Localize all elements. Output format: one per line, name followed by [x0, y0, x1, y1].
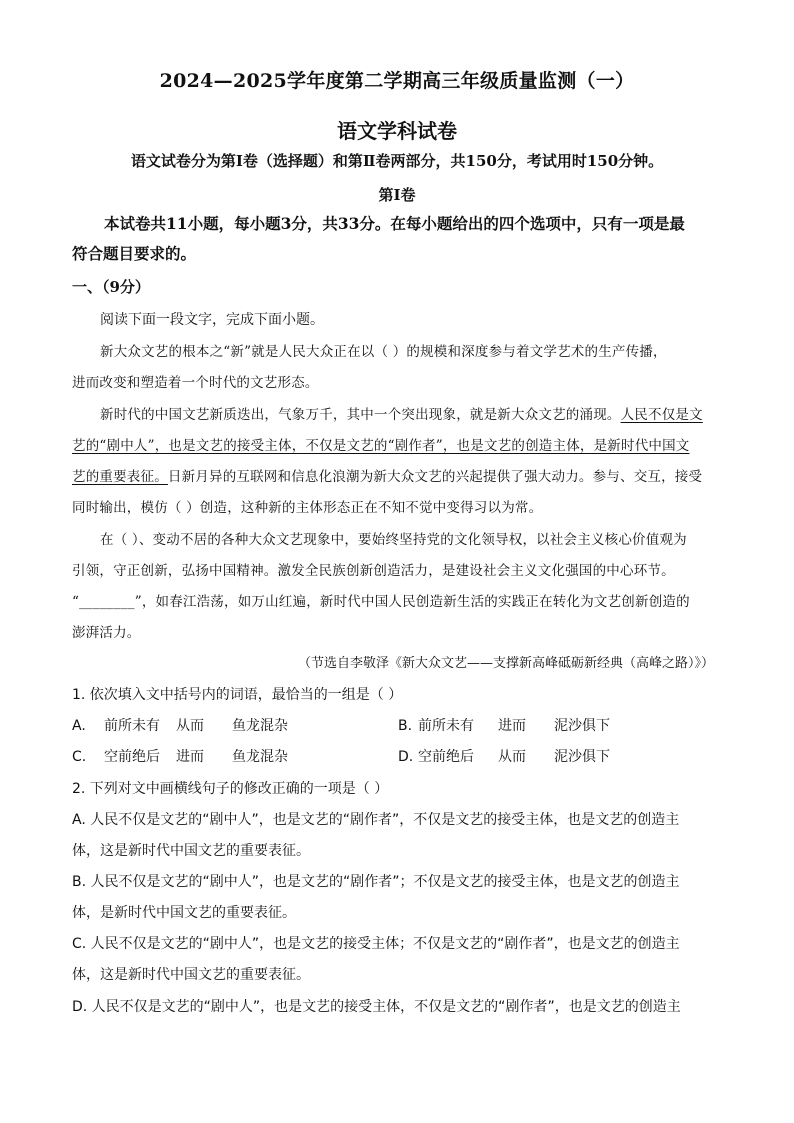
passage-line — [100, 403, 703, 423]
option-word: 从而 — [176, 718, 204, 734]
passage-line: 同时输出，模仿（ ）创造，这种新的主体形态正在不知不觉中变得习以为常。 — [72, 500, 543, 516]
option-word: 空前绝后 — [418, 749, 474, 765]
q1-option-c[interactable] — [72, 746, 288, 766]
option-word: 泥沙俱下 — [554, 718, 610, 734]
option-word: 进而 — [498, 718, 526, 734]
question-1-stem: 1. 依次填入文中括号内的词语，最恰当的一组是（ ） — [72, 687, 403, 703]
underlined-sentence: 艺的“剧中人”，也是文艺的接受主体，不仅是文艺的“剧作者”，也是文艺的创造主体，是新时代中国文 — [72, 438, 690, 454]
option-word: 泥沙俱下 — [554, 749, 610, 765]
option-letter: B. — [398, 718, 413, 734]
q2-option-a-cont: 体，这是新时代中国文艺的重要表征。 — [72, 843, 310, 859]
option-word: 前所未有 — [418, 718, 474, 734]
exam-note: 语文试卷分为第Ⅰ卷（选择题）和第Ⅱ卷两部分，共150分，考试用时150分钟。 — [130, 152, 664, 170]
page-title: 2024—2025学年度第二学期高三年级质量监测（一） — [159, 70, 635, 92]
section-lead: 阅读下面一段文字，完成下面小题。 — [100, 312, 324, 328]
q2-option-d[interactable]: D. 人民不仅是文艺的“剧中人”，也是文艺的接受主体，不仅是文艺的“剧作者”，也是文艺的创造主 — [72, 999, 681, 1015]
instructions-line-2: 符合题目要求的。 — [72, 244, 197, 263]
option-letter: A. — [72, 718, 86, 734]
q1-option-d[interactable] — [398, 746, 610, 766]
section-heading: 一、（9分） — [72, 278, 150, 296]
option-word: 空前绝后 — [104, 749, 160, 765]
option-word: 进而 — [176, 749, 204, 765]
passage-text: ，如春江浩荡，如万山红遍，新时代中国人民创造新生活的实践正在转化为文艺创新创造的 — [141, 594, 690, 610]
underlined-sentence: 人民不仅是文 — [620, 407, 703, 423]
q2-option-c[interactable]: C. 人民不仅是文艺的“剧中人”，也是文艺的接受主体；不仅是文艺的“剧作者”，也是文艺的创造主 — [72, 936, 680, 952]
passage-line: 进而改变和塑造着一个时代的文艺形态。 — [72, 375, 319, 391]
passage-line: 在（ ）、变动不居的各种大众文艺现象中，要始终坚持党的文化领导权，以社会主义核心价值观为 — [100, 532, 687, 548]
volume-heading: 第Ⅰ卷 — [378, 186, 416, 204]
q2-option-b-cont: 体，是新时代中国文艺的重要表征。 — [72, 905, 296, 921]
underlined-sentence: 艺的重要表征。 — [72, 469, 168, 485]
option-word: 前所未有 — [104, 718, 160, 734]
passage-source: （节选自李敬泽《新大众文艺——支撑新高峰砥砺新经典（高峰之路）》） — [297, 656, 714, 671]
q1-option-b[interactable] — [398, 715, 610, 735]
instructions-line-1: 本试卷共11小题，每小题3分，共33分。在每小题给出的四个选项中，只有一项是最 — [104, 214, 685, 233]
page-subtitle: 语文学科试卷 — [337, 119, 457, 143]
option-word: 鱼龙混杂 — [232, 718, 288, 734]
passage-line — [72, 590, 690, 610]
q2-option-b[interactable]: B. 人民不仅是文艺的“剧中人”，也是文艺的“剧作者”；不仅是文艺的接受主体，也是文艺的创造主 — [72, 874, 680, 890]
option-word: 从而 — [498, 749, 526, 765]
quote-blank: “________” — [72, 594, 142, 610]
q1-option-a[interactable] — [72, 715, 288, 735]
option-word: 鱼龙混杂 — [232, 749, 288, 765]
passage-line: 澎湃活力。 — [72, 625, 141, 641]
option-letter: C. — [72, 749, 87, 765]
passage-line — [72, 465, 702, 485]
passage-line: 新大众文艺的根本之“新”就是人民大众正在以（ ）的规模和深度参与着文学艺术的生产传播， — [100, 344, 667, 360]
passage-text: 新时代的中国文艺新质迭出，气象万千，其中一个突出现象，就是新大众文艺的涌现。 — [100, 407, 621, 423]
question-2-stem: 2. 下列对文中画横线句子的修改正确的一项是（ ） — [72, 781, 389, 797]
passage-line: 引领，守正创新，弘扬中国精神。激发全民族创新创造活力，是建设社会主义文化强国的中心环节。 — [72, 563, 675, 579]
q2-option-c-cont: 体，这是新时代中国文艺的重要表征。 — [72, 967, 310, 983]
q2-option-a[interactable]: A. 人民不仅是文艺的“剧中人”，也是文艺的“剧作者”，不仅是文艺的接受主体，也是文艺的创造主 — [72, 812, 680, 828]
passage-text: 日新月异的互联网和信息化浪潮为新大众文艺的兴起提供了强大动力。参与、交互，接受 — [167, 469, 703, 485]
option-letter: D. — [398, 749, 414, 765]
